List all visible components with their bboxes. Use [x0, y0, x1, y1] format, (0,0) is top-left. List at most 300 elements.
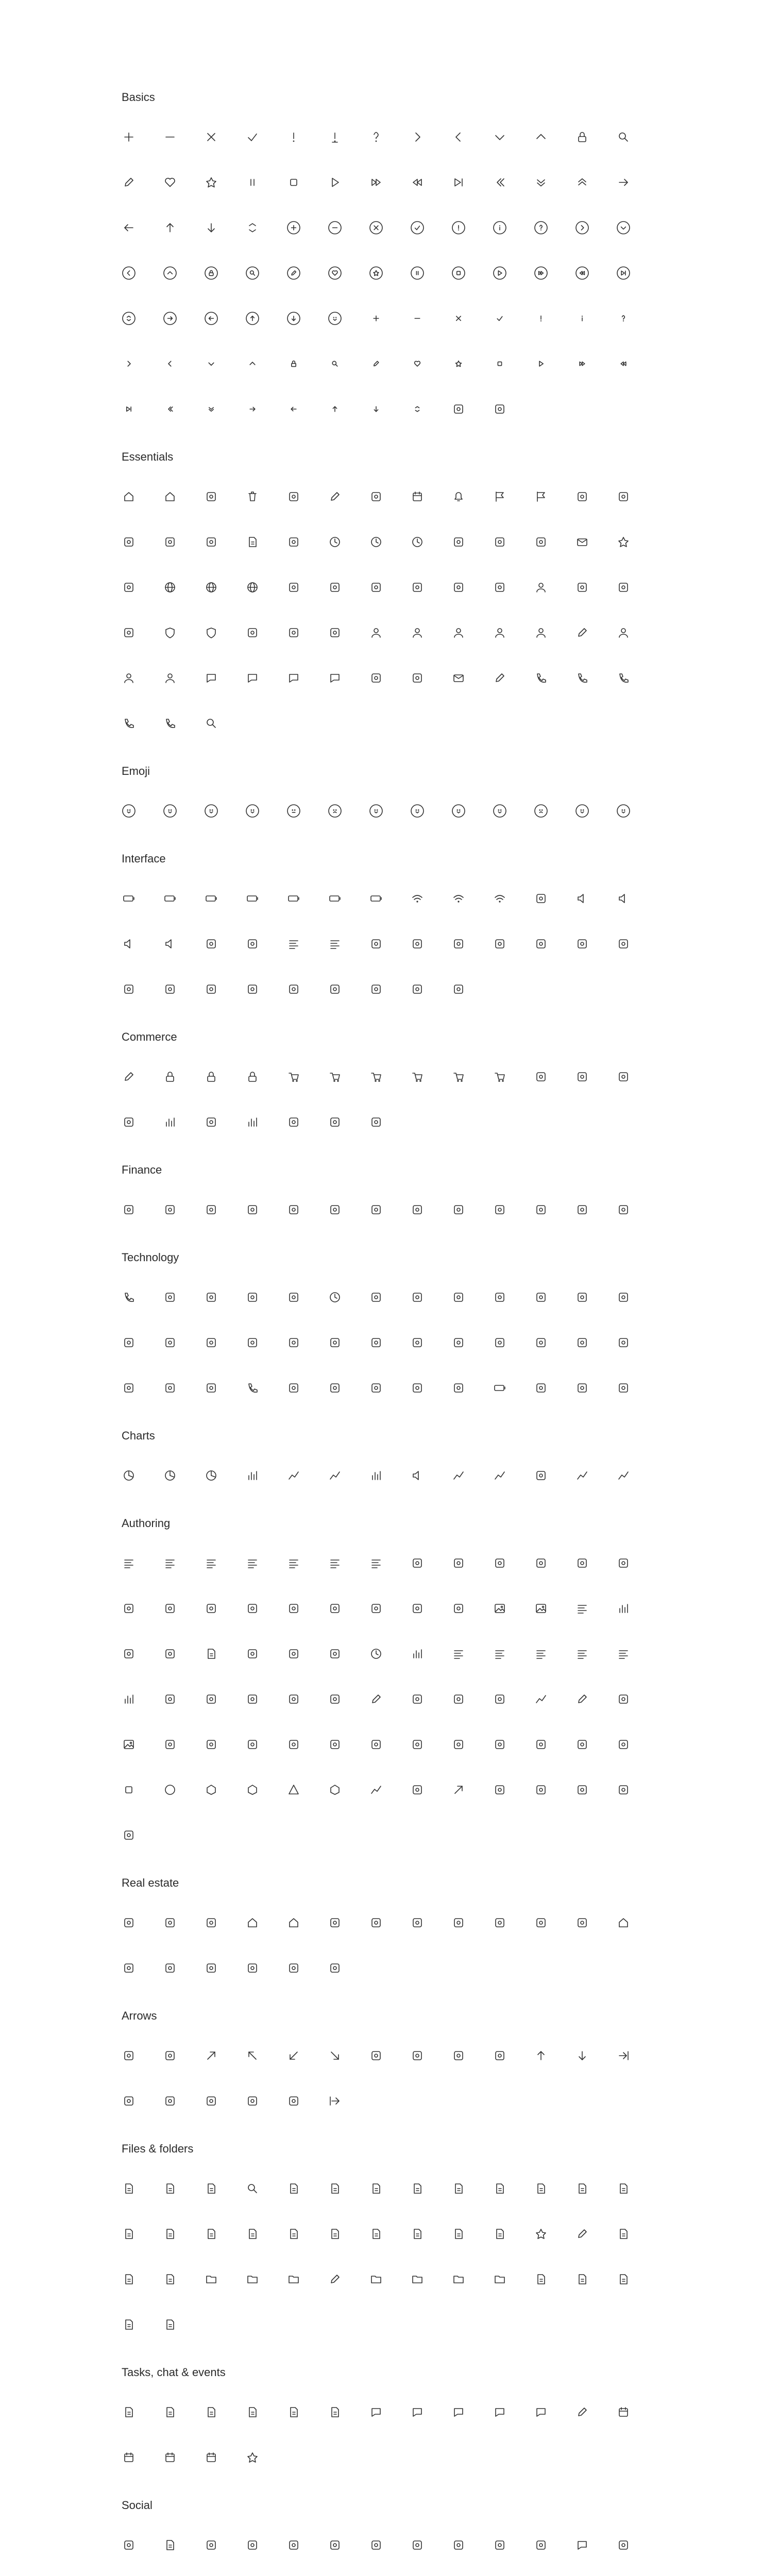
- home-icon[interactable]: [118, 486, 139, 507]
- list-bullets-icon[interactable]: [283, 1553, 304, 1573]
- align-bottom-icon[interactable]: [448, 1643, 469, 1664]
- arrow-down-small-icon[interactable]: [366, 399, 386, 419]
- key-icon[interactable]: [283, 532, 304, 552]
- user-plus-icon[interactable]: [407, 622, 428, 643]
- file-xml-icon[interactable]: [325, 2224, 345, 2244]
- keyboard-icon[interactable]: [118, 1332, 139, 1353]
- euro-icon[interactable]: [325, 1199, 345, 1220]
- circle-rewind-icon[interactable]: [572, 263, 592, 283]
- spotify-icon[interactable]: [407, 2535, 428, 2555]
- search-icon[interactable]: [613, 127, 634, 147]
- office-icon[interactable]: [118, 1958, 139, 1978]
- linkedin-icon[interactable]: [283, 2535, 304, 2555]
- cash-icon[interactable]: [118, 1199, 139, 1220]
- square-icon[interactable]: [118, 1780, 139, 1800]
- instagram-icon[interactable]: [201, 2535, 222, 2555]
- sort-down-icon[interactable]: [366, 979, 386, 999]
- message-icon[interactable]: [283, 668, 304, 688]
- sofa-icon[interactable]: [160, 1912, 180, 1933]
- folder-lock-icon[interactable]: [448, 2269, 469, 2290]
- bag-icon[interactable]: [531, 1066, 551, 1087]
- selection-icon[interactable]: [572, 1734, 592, 1755]
- arrow-to-right-icon[interactable]: [613, 2045, 634, 2066]
- circle-chevron-right-icon[interactable]: [572, 217, 592, 238]
- bell-icon[interactable]: [448, 486, 469, 507]
- chevron-right-small-icon[interactable]: [118, 353, 139, 374]
- candlestick-icon[interactable]: [366, 1465, 386, 1486]
- battery-icon[interactable]: [489, 1378, 510, 1398]
- cassette-icon[interactable]: [572, 1332, 592, 1353]
- file-text-icon[interactable]: [160, 2178, 180, 2199]
- blocks-icon[interactable]: [118, 1643, 139, 1664]
- intersect-icon[interactable]: [613, 1780, 634, 1800]
- chevrons-left-icon[interactable]: [489, 172, 510, 193]
- emoji-sad-icon[interactable]: [325, 801, 345, 821]
- hexagon-icon[interactable]: [201, 1780, 222, 1800]
- resize-icon[interactable]: [448, 2045, 469, 2066]
- phone-forward-icon[interactable]: [160, 713, 180, 734]
- donut-icon[interactable]: [160, 1465, 180, 1486]
- grid-dots-icon[interactable]: [448, 934, 469, 954]
- plug-icon[interactable]: [366, 1378, 386, 1398]
- emoji-grin-icon[interactable]: [160, 801, 180, 821]
- file-chart-icon[interactable]: [448, 2178, 469, 2199]
- minus-small-icon[interactable]: [407, 308, 428, 329]
- file-image-icon[interactable]: [283, 2178, 304, 2199]
- lock-open-icon[interactable]: [160, 1066, 180, 1087]
- gift-card-icon[interactable]: [366, 1112, 386, 1132]
- arrow-up-icon[interactable]: [160, 217, 180, 238]
- pencil-icon[interactable]: [118, 172, 139, 193]
- target-icon[interactable]: [407, 577, 428, 598]
- exclamation-small-icon[interactable]: [531, 308, 551, 329]
- emoji-wink-icon[interactable]: [201, 801, 222, 821]
- map-pin-icon[interactable]: [283, 577, 304, 598]
- upload-icon[interactable]: [242, 2091, 263, 2111]
- basket-icon[interactable]: [283, 1066, 304, 1087]
- align-vertical-icon[interactable]: [572, 1643, 592, 1664]
- search-small-icon[interactable]: [325, 353, 345, 374]
- fingerprint-icon[interactable]: [448, 577, 469, 598]
- briefcase-icon[interactable]: [448, 532, 469, 552]
- arrow-right-icon[interactable]: [613, 172, 634, 193]
- emoji-cry-icon[interactable]: [531, 801, 551, 821]
- circle-arrow-down-icon[interactable]: [283, 308, 304, 329]
- triangle-icon[interactable]: [283, 1780, 304, 1800]
- pin-icon[interactable]: [325, 577, 345, 598]
- chevrons-down-icon[interactable]: [531, 172, 551, 193]
- map-key-icon[interactable]: [325, 1958, 345, 1978]
- heart-small-icon[interactable]: [407, 353, 428, 374]
- line-icon[interactable]: [283, 1465, 304, 1486]
- circle-search-icon[interactable]: [242, 263, 263, 283]
- sort-alt-icon[interactable]: [283, 979, 304, 999]
- file-plus-icon[interactable]: [118, 2269, 139, 2290]
- align-left-icon[interactable]: [118, 1553, 139, 1573]
- file-code-icon[interactable]: [201, 1643, 222, 1664]
- laptop-icon[interactable]: [242, 1287, 263, 1308]
- circle-play-icon[interactable]: [489, 263, 510, 283]
- credit-card-icon[interactable]: [572, 622, 592, 643]
- printer-icon[interactable]: [201, 486, 222, 507]
- timer-icon[interactable]: [366, 1643, 386, 1664]
- night-icon[interactable]: [325, 622, 345, 643]
- furniture-icon[interactable]: [407, 1912, 428, 1933]
- edit-icon[interactable]: [325, 486, 345, 507]
- watch-icon[interactable]: [325, 1287, 345, 1308]
- omega-icon[interactable]: [325, 1643, 345, 1664]
- menu-icon[interactable]: [325, 934, 345, 954]
- hdd-icon[interactable]: [448, 1332, 469, 1353]
- battery-mid-icon[interactable]: [201, 888, 222, 909]
- lock-icon[interactable]: [572, 127, 592, 147]
- play-icon[interactable]: [325, 172, 345, 193]
- user-minus-icon[interactable]: [448, 622, 469, 643]
- won-icon[interactable]: [489, 1199, 510, 1220]
- align-right-alt-icon[interactable]: [613, 1643, 634, 1664]
- volume-icon[interactable]: [407, 1465, 428, 1486]
- arrow-ne-icon[interactable]: [448, 1780, 469, 1800]
- rewind-small-icon[interactable]: [613, 353, 634, 374]
- chat-check-icon[interactable]: [489, 2402, 510, 2422]
- circle-pause-icon[interactable]: [407, 263, 428, 283]
- home-alt-icon[interactable]: [160, 486, 180, 507]
- server-icon[interactable]: [407, 1332, 428, 1353]
- battery-high-icon[interactable]: [242, 888, 263, 909]
- step-icon[interactable]: [407, 1780, 428, 1800]
- file-html-icon[interactable]: [201, 2224, 222, 2244]
- file-audio-icon[interactable]: [325, 2178, 345, 2199]
- message-lines-icon[interactable]: [325, 668, 345, 688]
- pen-icon[interactable]: [366, 1689, 386, 1709]
- fast-forward-small-icon[interactable]: [572, 353, 592, 374]
- circle-chevron-up-icon[interactable]: [160, 263, 180, 283]
- bold-icon[interactable]: [531, 1553, 551, 1573]
- file-search-icon[interactable]: [242, 2178, 263, 2199]
- calendar-check-icon[interactable]: [201, 2447, 222, 2468]
- arrow-right-small-icon[interactable]: [242, 399, 263, 419]
- chevron-up-small-icon[interactable]: [242, 353, 263, 374]
- grid-icon[interactable]: [242, 934, 263, 954]
- folder-plus-icon[interactable]: [242, 2269, 263, 2290]
- file-xls-icon[interactable]: [572, 2178, 592, 2199]
- user-icon[interactable]: [366, 622, 386, 643]
- expand-icon[interactable]: [366, 2045, 386, 2066]
- speaker-icon[interactable]: [201, 1378, 222, 1398]
- github-icon[interactable]: [366, 2535, 386, 2555]
- floppy-icon[interactable]: [118, 1378, 139, 1398]
- collapse-icon[interactable]: [489, 2045, 510, 2066]
- minus-icon[interactable]: [160, 127, 180, 147]
- align-top-icon[interactable]: [489, 1643, 510, 1664]
- question-icon[interactable]: [366, 127, 386, 147]
- file-lock-icon[interactable]: [489, 2224, 510, 2244]
- library-icon[interactable]: [160, 1958, 180, 1978]
- volume-icon[interactable]: [572, 888, 592, 909]
- scan-barcode-icon[interactable]: [242, 1112, 263, 1132]
- arrow-up-right-icon[interactable]: [201, 2045, 222, 2066]
- distribute-icon[interactable]: [242, 1643, 263, 1664]
- barcode-icon[interactable]: [160, 1112, 180, 1132]
- whatsapp-icon[interactable]: [489, 2535, 510, 2555]
- circle-minus-icon[interactable]: [325, 217, 345, 238]
- grid-left-icon[interactable]: [448, 1734, 469, 1755]
- chevron-up-icon[interactable]: [531, 127, 551, 147]
- compass-icon[interactable]: [283, 1958, 304, 1978]
- rotate-right-icon[interactable]: [160, 2045, 180, 2066]
- frame-icon[interactable]: [283, 1643, 304, 1664]
- earbuds-icon[interactable]: [613, 1287, 634, 1308]
- eye-closed-icon[interactable]: [613, 1689, 634, 1709]
- inbox-icon[interactable]: [572, 532, 592, 552]
- joystick-icon[interactable]: [489, 1332, 510, 1353]
- circle-chevron-left-icon[interactable]: [118, 263, 139, 283]
- pause-icon[interactable]: [242, 172, 263, 193]
- dribbble-icon[interactable]: [242, 2535, 263, 2555]
- square-small-icon[interactable]: [489, 353, 510, 374]
- users-icon[interactable]: [531, 577, 551, 598]
- file-gear-icon[interactable]: [160, 2314, 180, 2335]
- signature-icon[interactable]: [531, 1780, 551, 1800]
- play-small-icon[interactable]: [531, 353, 551, 374]
- italic-icon[interactable]: [572, 1553, 592, 1573]
- folder-icon[interactable]: [201, 2269, 222, 2290]
- id-badge-icon[interactable]: [531, 622, 551, 643]
- thermometer-icon[interactable]: [448, 1378, 469, 1398]
- table-lines-icon[interactable]: [531, 1689, 551, 1709]
- layout-grid-icon[interactable]: [448, 1598, 469, 1619]
- outdent-icon[interactable]: [283, 1598, 304, 1619]
- layout-icon[interactable]: [489, 532, 510, 552]
- shield-icon[interactable]: [160, 622, 180, 643]
- calendar-x-icon[interactable]: [160, 2447, 180, 2468]
- monitor-icon[interactable]: [366, 1287, 386, 1308]
- chat-icon[interactable]: [201, 668, 222, 688]
- phone-ring-icon[interactable]: [118, 713, 139, 734]
- radio-icon[interactable]: [366, 1332, 386, 1353]
- file-csv-icon[interactable]: [118, 2224, 139, 2244]
- battery-full-icon[interactable]: [283, 888, 304, 909]
- file-x-icon[interactable]: [613, 2269, 634, 2290]
- file-lines-icon[interactable]: [201, 2178, 222, 2199]
- layers-icon[interactable]: [325, 1689, 345, 1709]
- dollar-note-icon[interactable]: [160, 1199, 180, 1220]
- circle-heart-icon[interactable]: [325, 263, 345, 283]
- sort-up-icon[interactable]: [325, 979, 345, 999]
- chevrons-up-icon[interactable]: [572, 172, 592, 193]
- moon-icon[interactable]: [118, 622, 139, 643]
- grid-cols-icon[interactable]: [242, 1734, 263, 1755]
- credit-card-icon[interactable]: [118, 1066, 139, 1087]
- eyedropper-icon[interactable]: [407, 1689, 428, 1709]
- clipboard-text-icon[interactable]: [325, 2402, 345, 2422]
- grid-border-icon[interactable]: [325, 1734, 345, 1755]
- flag-icon[interactable]: [489, 486, 510, 507]
- chevrons-vertical-small-icon[interactable]: [407, 399, 428, 419]
- settings-icon[interactable]: [118, 532, 139, 552]
- calendar-icon[interactable]: [407, 486, 428, 507]
- pencil-small-icon[interactable]: [366, 353, 386, 374]
- check-small-icon[interactable]: [489, 308, 510, 329]
- generic-icon[interactable]: [489, 399, 510, 419]
- grid-4-icon[interactable]: [201, 1734, 222, 1755]
- printer-icon[interactable]: [160, 1332, 180, 1353]
- folder-minus-icon[interactable]: [283, 2269, 304, 2290]
- calendar-plus-icon[interactable]: [613, 2402, 634, 2422]
- columns-3-icon[interactable]: [118, 1689, 139, 1709]
- file-video-icon[interactable]: [366, 2178, 386, 2199]
- file-svg-icon[interactable]: [407, 2224, 428, 2244]
- chat-square-icon[interactable]: [242, 668, 263, 688]
- copy-icon[interactable]: [118, 1825, 139, 1845]
- send-flag-icon[interactable]: [531, 486, 551, 507]
- clipboard-check-icon[interactable]: [242, 2402, 263, 2422]
- sync-icon[interactable]: [118, 2091, 139, 2111]
- ticket-icon[interactable]: [283, 1112, 304, 1132]
- chevron-left-icon[interactable]: [448, 127, 469, 147]
- emoji-surprise-icon[interactable]: [448, 801, 469, 821]
- wifi-off-icon[interactable]: [489, 888, 510, 909]
- door-icon[interactable]: [489, 1912, 510, 1933]
- volume-off-icon[interactable]: [160, 934, 180, 954]
- emoji-dead-icon[interactable]: [613, 801, 634, 821]
- rand-icon[interactable]: [242, 1199, 263, 1220]
- logout-icon[interactable]: [325, 2091, 345, 2111]
- file-star-icon[interactable]: [531, 2224, 551, 2244]
- list-icon[interactable]: [283, 934, 304, 954]
- emoji-angry-icon[interactable]: [572, 801, 592, 821]
- circle-check-icon[interactable]: [407, 217, 428, 238]
- x-small-icon[interactable]: [448, 308, 469, 329]
- globe-icon[interactable]: [160, 577, 180, 598]
- dots-vertical-icon[interactable]: [407, 934, 428, 954]
- strikethrough-icon[interactable]: [613, 1553, 634, 1573]
- bluetooth-icon[interactable]: [531, 888, 551, 909]
- router-icon[interactable]: [325, 1332, 345, 1353]
- eye-icon[interactable]: [572, 577, 592, 598]
- clipboard-up-icon[interactable]: [160, 2402, 180, 2422]
- volume-low-icon[interactable]: [613, 888, 634, 909]
- star-small-icon[interactable]: [448, 353, 469, 374]
- headphones-icon[interactable]: [531, 1287, 551, 1308]
- hash-icon[interactable]: [242, 1598, 263, 1619]
- user-square-icon[interactable]: [118, 668, 139, 688]
- grid-top-icon[interactable]: [366, 1734, 386, 1755]
- pound-icon[interactable]: [366, 1199, 386, 1220]
- x-icon[interactable]: [201, 127, 222, 147]
- usb-icon[interactable]: [572, 1378, 592, 1398]
- volume-mute-icon[interactable]: [118, 934, 139, 954]
- circle-arrow-up-icon[interactable]: [242, 308, 263, 329]
- rewind-icon[interactable]: [407, 172, 428, 193]
- sort-desc-icon[interactable]: [201, 979, 222, 999]
- circle-fast-forward-icon[interactable]: [531, 263, 551, 283]
- image-icon[interactable]: [489, 1598, 510, 1619]
- stop-icon[interactable]: [283, 172, 304, 193]
- file-empty-icon[interactable]: [531, 2269, 551, 2290]
- twitter-icon[interactable]: [118, 2535, 139, 2555]
- file-ppt-icon[interactable]: [613, 2178, 634, 2199]
- file-doc-icon[interactable]: [531, 2178, 551, 2199]
- house-icon[interactable]: [283, 1912, 304, 1933]
- table-split-icon[interactable]: [160, 1734, 180, 1755]
- blueprint-icon[interactable]: [366, 1912, 386, 1933]
- exchange-icon[interactable]: [201, 1199, 222, 1220]
- file-pdf-icon[interactable]: [489, 2178, 510, 2199]
- columns-icon[interactable]: [613, 1598, 634, 1619]
- emoji-neutral-icon[interactable]: [283, 801, 304, 821]
- city-icon[interactable]: [242, 1958, 263, 1978]
- check-icon[interactable]: [242, 127, 263, 147]
- battery-empty-icon[interactable]: [118, 888, 139, 909]
- growth-icon[interactable]: [448, 1465, 469, 1486]
- crop-icon[interactable]: [407, 1598, 428, 1619]
- rotate-left-icon[interactable]: [118, 2045, 139, 2066]
- pinterest-icon[interactable]: [531, 2535, 551, 2555]
- line-diagonal-icon[interactable]: [366, 1780, 386, 1800]
- generic-icon[interactable]: [448, 399, 469, 419]
- chat-plus-icon[interactable]: [407, 2402, 428, 2422]
- unlink-icon[interactable]: [201, 1598, 222, 1619]
- superscript-icon[interactable]: [489, 1553, 510, 1573]
- controller-icon[interactable]: [531, 1332, 551, 1353]
- code-tag-icon[interactable]: [160, 1643, 180, 1664]
- grid-rows-icon[interactable]: [283, 1734, 304, 1755]
- image-alt-icon[interactable]: [531, 1598, 551, 1619]
- arrow-left-icon[interactable]: [118, 217, 139, 238]
- bitcoin-icon[interactable]: [531, 1199, 551, 1220]
- bar-horizontal-icon[interactable]: [407, 1643, 428, 1664]
- sort-asc-icon[interactable]: [242, 979, 263, 999]
- zoom-in-icon[interactable]: [201, 713, 222, 734]
- ban-icon[interactable]: [242, 622, 263, 643]
- user-circle-icon[interactable]: [489, 622, 510, 643]
- google-icon[interactable]: [325, 2535, 345, 2555]
- mouse-icon[interactable]: [283, 1287, 304, 1308]
- skip-forward-icon[interactable]: [448, 172, 469, 193]
- arrow-down-right-icon[interactable]: [325, 2045, 345, 2066]
- timer-icon[interactable]: [407, 532, 428, 552]
- arrow-to-top-icon[interactable]: [531, 2045, 551, 2066]
- basket-plus-icon[interactable]: [325, 1066, 345, 1087]
- question-small-icon[interactable]: [613, 308, 634, 329]
- phone-icon[interactable]: [118, 1287, 139, 1308]
- crypto-icon[interactable]: [613, 1199, 634, 1220]
- folders-icon[interactable]: [489, 2269, 510, 2290]
- circle-smile-icon[interactable]: [325, 308, 345, 329]
- dots-icon[interactable]: [366, 934, 386, 954]
- museum-icon[interactable]: [201, 1958, 222, 1978]
- wrench-icon[interactable]: [572, 486, 592, 507]
- subscript-icon[interactable]: [448, 1553, 469, 1573]
- cart-minus-icon[interactable]: [489, 1066, 510, 1087]
- receipt-icon[interactable]: [201, 1112, 222, 1132]
- union-icon[interactable]: [572, 1780, 592, 1800]
- emoji-smile-icon[interactable]: [242, 801, 263, 821]
- mail-icon[interactable]: [448, 668, 469, 688]
- info-small-icon[interactable]: [572, 308, 592, 329]
- apps-icon[interactable]: [489, 934, 510, 954]
- toggle-icon[interactable]: [118, 979, 139, 999]
- facebook-icon[interactable]: [160, 2535, 180, 2555]
- circle-chevrons-icon[interactable]: [118, 308, 139, 329]
- chat-x-icon[interactable]: [531, 2402, 551, 2422]
- grid-all-icon[interactable]: [489, 1734, 510, 1755]
- building-icon[interactable]: [572, 1912, 592, 1933]
- repeat-icon[interactable]: [201, 2091, 222, 2111]
- chevron-down-small-icon[interactable]: [201, 353, 222, 374]
- window-icon[interactable]: [325, 1912, 345, 1933]
